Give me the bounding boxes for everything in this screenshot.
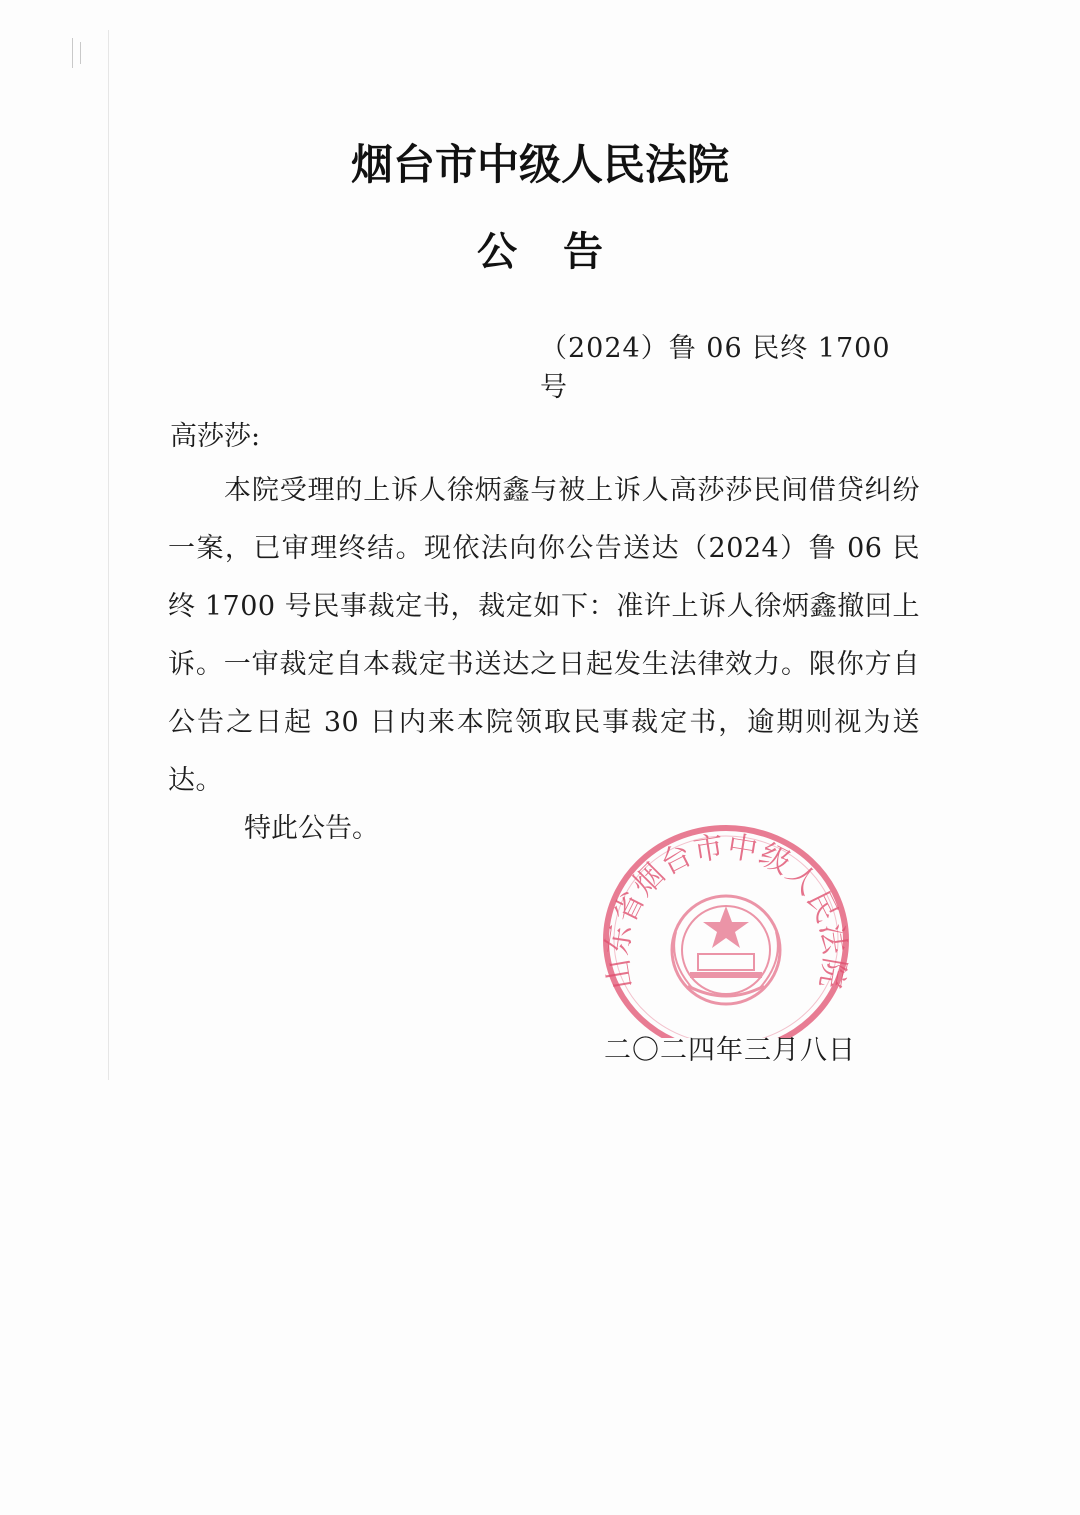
scan-edge-mark [80,42,81,64]
court-seal [598,822,854,1038]
seal-text: 山东省烟台市中级人民法院 [600,829,852,992]
notice-title [0,220,1080,277]
court-name-heading: 烟台市中级人民法院 [350,140,729,189]
closing-phrase: 特此公告。 [244,813,379,844]
notice-title-part1: 公 [477,229,517,275]
issue-date: 二〇二四年三月八日 [604,1035,856,1066]
scan-edge-mark [72,38,73,68]
addressee: 高莎莎: [170,421,261,452]
notice-title-part2: 告 [563,229,603,275]
case-number: （2024）鲁 06 民终 1700 号 [540,333,891,403]
national-emblem-icon [672,896,780,1004]
notice-body: 本院受理的上诉人徐炳鑫与被上诉人高莎莎民间借贷纠纷一案，已审理终结。现依法向你公告送达（2024）鲁 06 民终 1700 号民事裁定书，裁定如下：准许上诉人徐炳鑫撤回上诉。一审裁定自本裁定书送达之日起发生法律效力。限你方自公告之日起 30 日内来本院领取民事裁定书，逾期则视为送达。 [168,475,920,796]
